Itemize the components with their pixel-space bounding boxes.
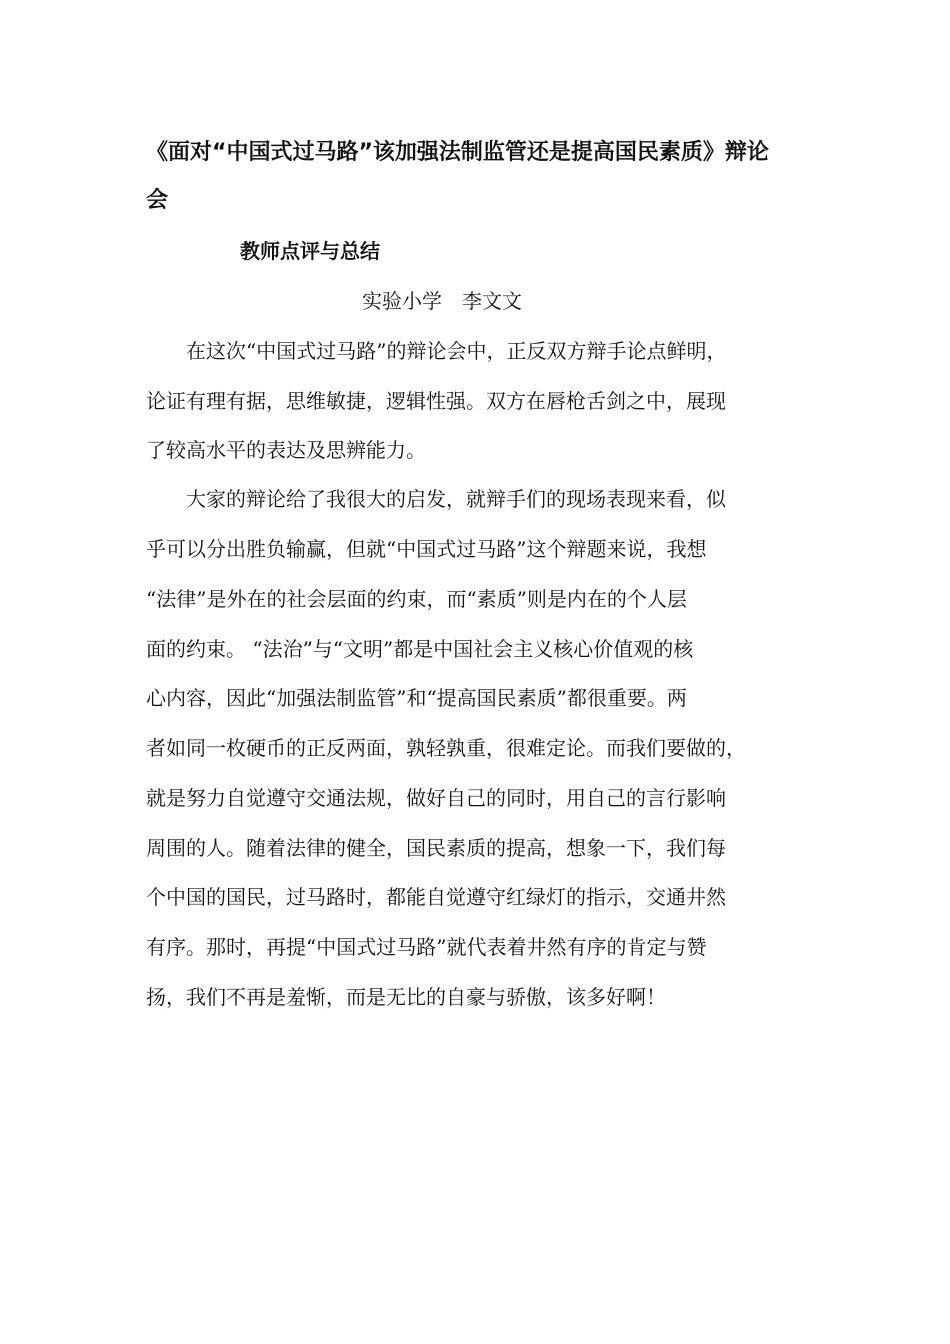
- paragraph-line: 就是努力自觉遵守交通法规，做好自己的同时，用自己的言行影响: [146, 786, 726, 810]
- paragraph-line: 周围的人。随着法律的健全，国民素质的提高，想象一下，我们每: [146, 836, 726, 860]
- document-title-line-1: 《面对“中国式过马路”该加强法制监管还是提高国民素质》辩论: [146, 140, 769, 165]
- paragraph-line: 者如同一枚硬币的正反两面，孰轻孰重，很难定论。而我们要做的，: [146, 736, 746, 760]
- paragraph-line: 个中国的国民，过马路时，都能自觉遵守红绿灯的指示，交通井然: [146, 885, 726, 909]
- document-subtitle: 教师点评与总结: [240, 239, 380, 263]
- document-title-line-2: 会: [146, 188, 169, 213]
- paragraph-line: 论证有理有据，思维敏捷，逻辑性强。双方在唇枪舌剑之中，展现: [146, 389, 726, 413]
- author-line: 实验小学 李文文: [362, 289, 522, 313]
- paragraph-line: 心内容，因此“加强法制监管”和“提高国民素质”都很重要。两: [146, 686, 687, 710]
- paragraph-line: “法律”是外在的社会层面的约束，而“素质”则是内在的个人层: [146, 587, 687, 611]
- paragraph-line: 乎可以分出胜负输赢，但就“中国式过马路”这个辩题来说，我想: [146, 537, 707, 561]
- paragraph-line: 了较高水平的表达及思辨能力。: [146, 438, 426, 462]
- paragraph-line: 大家的辩论给了我很大的启发，就辩手们的现场表现来看，似: [146, 487, 726, 511]
- paragraph-line: 有序。那时，再提“中国式过马路”就代表着井然有序的肯定与赞: [146, 935, 707, 959]
- paragraph-line: 在这次“中国式过马路”的辩论会中，正反双方辩手论点鲜明，: [146, 339, 727, 363]
- paragraph-line: 面的约束。 “法治”与“文明”都是中国社会主义核心价值观的核: [146, 637, 694, 661]
- paragraph-line: 扬，我们不再是羞惭，而是无比的自豪与骄傲，该多好啊！: [146, 985, 666, 1009]
